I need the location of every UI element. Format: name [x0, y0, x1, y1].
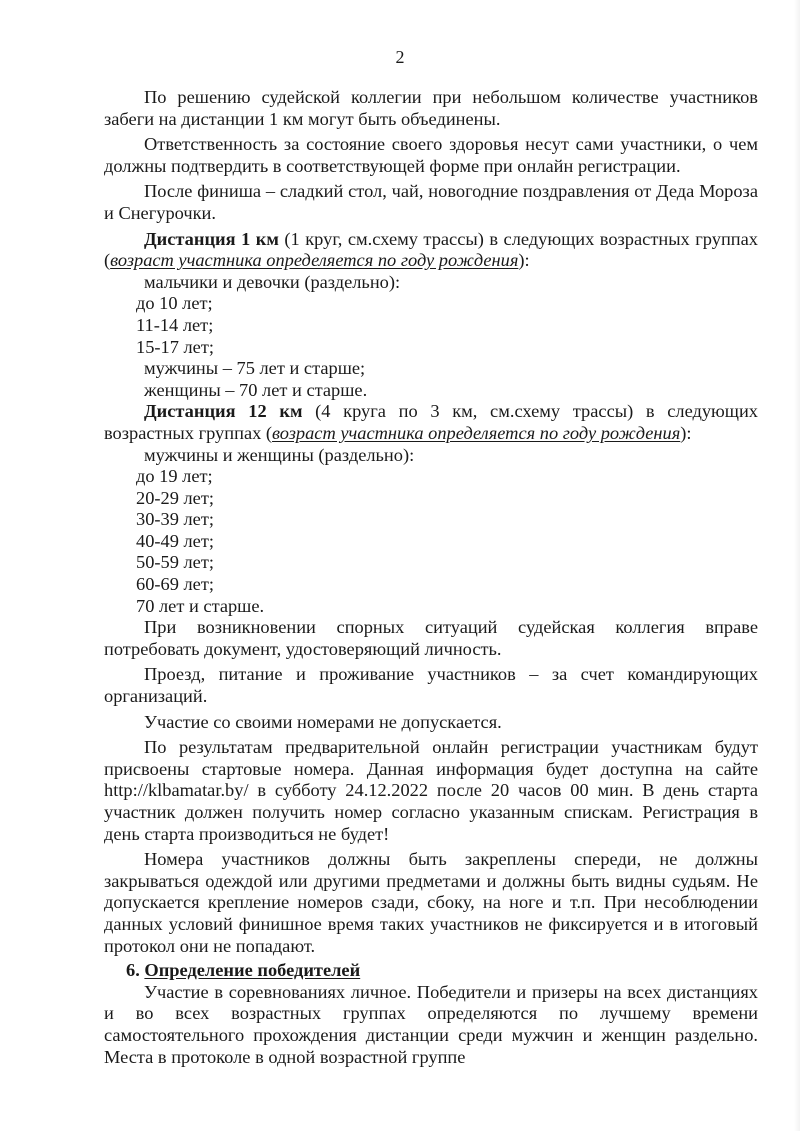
list-item: до 10 лет;	[136, 293, 213, 314]
list-item: 11-14 лет;	[136, 314, 214, 335]
distance-1km-title: Дистанция 1 км	[144, 228, 279, 249]
distance-12km-age-note: возраст участника определяется по году рождения	[272, 422, 681, 443]
paragraph-travel-costs: Проезд, питание и проживание участников – за счет командирующих организаций.	[104, 664, 758, 707]
list-item: 30-39 лет;	[136, 509, 214, 530]
paragraph-registration: По результатам предварительной онлайн регистрации участникам будут присвоены стартовые номера. Данная информация будет доступна на сайте http://klbamatar.by/ в субботу 24.12.2022 после 20 часов 00 мин. В день старта участник должен получить номер согласно указанным спискам. Регистрация в день старта производиться не будет!	[104, 737, 758, 844]
section-number: 6.	[126, 960, 140, 981]
groups-1km-intro: мальчики и девочки (раздельно):	[144, 271, 401, 292]
list-item: 20-29 лет;	[136, 487, 214, 508]
list-item: 60-69 лет;	[136, 574, 214, 595]
page-edge-shadow	[794, 0, 800, 1131]
list-item: 40-49 лет;	[136, 530, 214, 551]
section-heading-winners	[104, 960, 758, 982]
paragraph-distance-12km	[104, 401, 758, 444]
distance-1km-age-note: возраст участника определяется по году рождения	[110, 250, 519, 271]
groups-12km-intro: мужчины и женщины (раздельно):	[144, 444, 415, 465]
page-number: 2	[395, 47, 405, 67]
paragraph-health-responsibility: Ответственность за состояние своего здоровья несут сами участники, о чем должны подтвердить в соответствующей форме при онлайн регистрации.	[104, 134, 758, 176]
paragraph-disputes: При возникновении спорных ситуаций судейская коллегия вправе потребовать документ, удостоверяющий личность.	[104, 617, 758, 659]
paragraph-own-numbers: Участие со своими номерами не допускается.	[144, 711, 502, 732]
paragraph-merge-heats: По решению судейской коллегии при небольшом количестве участников забеги на дистанции 1 км могут быть объединены.	[104, 87, 758, 129]
list-item: 15-17 лет;	[136, 336, 214, 357]
list-item: 70 лет и старше.	[136, 595, 265, 616]
distance-12km-text: (4 круга по 3 км, см.схему трассы) в следующих возрастных группах (	[104, 401, 758, 443]
list-item: 50-59 лет;	[136, 552, 214, 573]
distance-12km-title: Дистанция 12 км	[144, 401, 303, 422]
paragraph-personal-participation: Участие в соревнованиях личное. Победители и призеры на всех дистанциях и во всех возрастных группах определяются по лучшему времени самостоятельного прохождения дистанции среди мужчин и женщин раздельно. Места в протоколе в одной возрастной группе	[104, 981, 758, 1067]
paragraph-after-finish: После финиша – сладкий стол, чай, новогодние поздравления от Деда Мороза и Снегурочки.	[104, 181, 758, 223]
section-title: Определение победителей	[144, 960, 361, 981]
paragraph-distance-1km	[104, 229, 758, 272]
list-item: женщины – 70 лет и старше.	[144, 379, 368, 400]
distance-12km-end: ):	[680, 422, 692, 443]
distance-1km-text: (1 круг, см.схему трассы) в следующих возрастных группах (	[104, 228, 758, 271]
list-item: до 19 лет;	[136, 466, 213, 487]
paragraph-bib-numbers: Номера участников должны быть закреплены спереди, не должны закрываться одеждой или другими предметами и должны быть видны судьям. Не допускается крепление номеров сзади, сбоку, на ноге и т.п. При несоблюдении данных условий финишное время таких участников не фиксируется и в итоговый протокол они не попадают.	[104, 849, 758, 956]
distance-1km-end: ):	[518, 250, 530, 271]
list-item: мужчины – 75 лет и старше;	[144, 358, 366, 379]
document-body	[104, 87, 758, 1068]
